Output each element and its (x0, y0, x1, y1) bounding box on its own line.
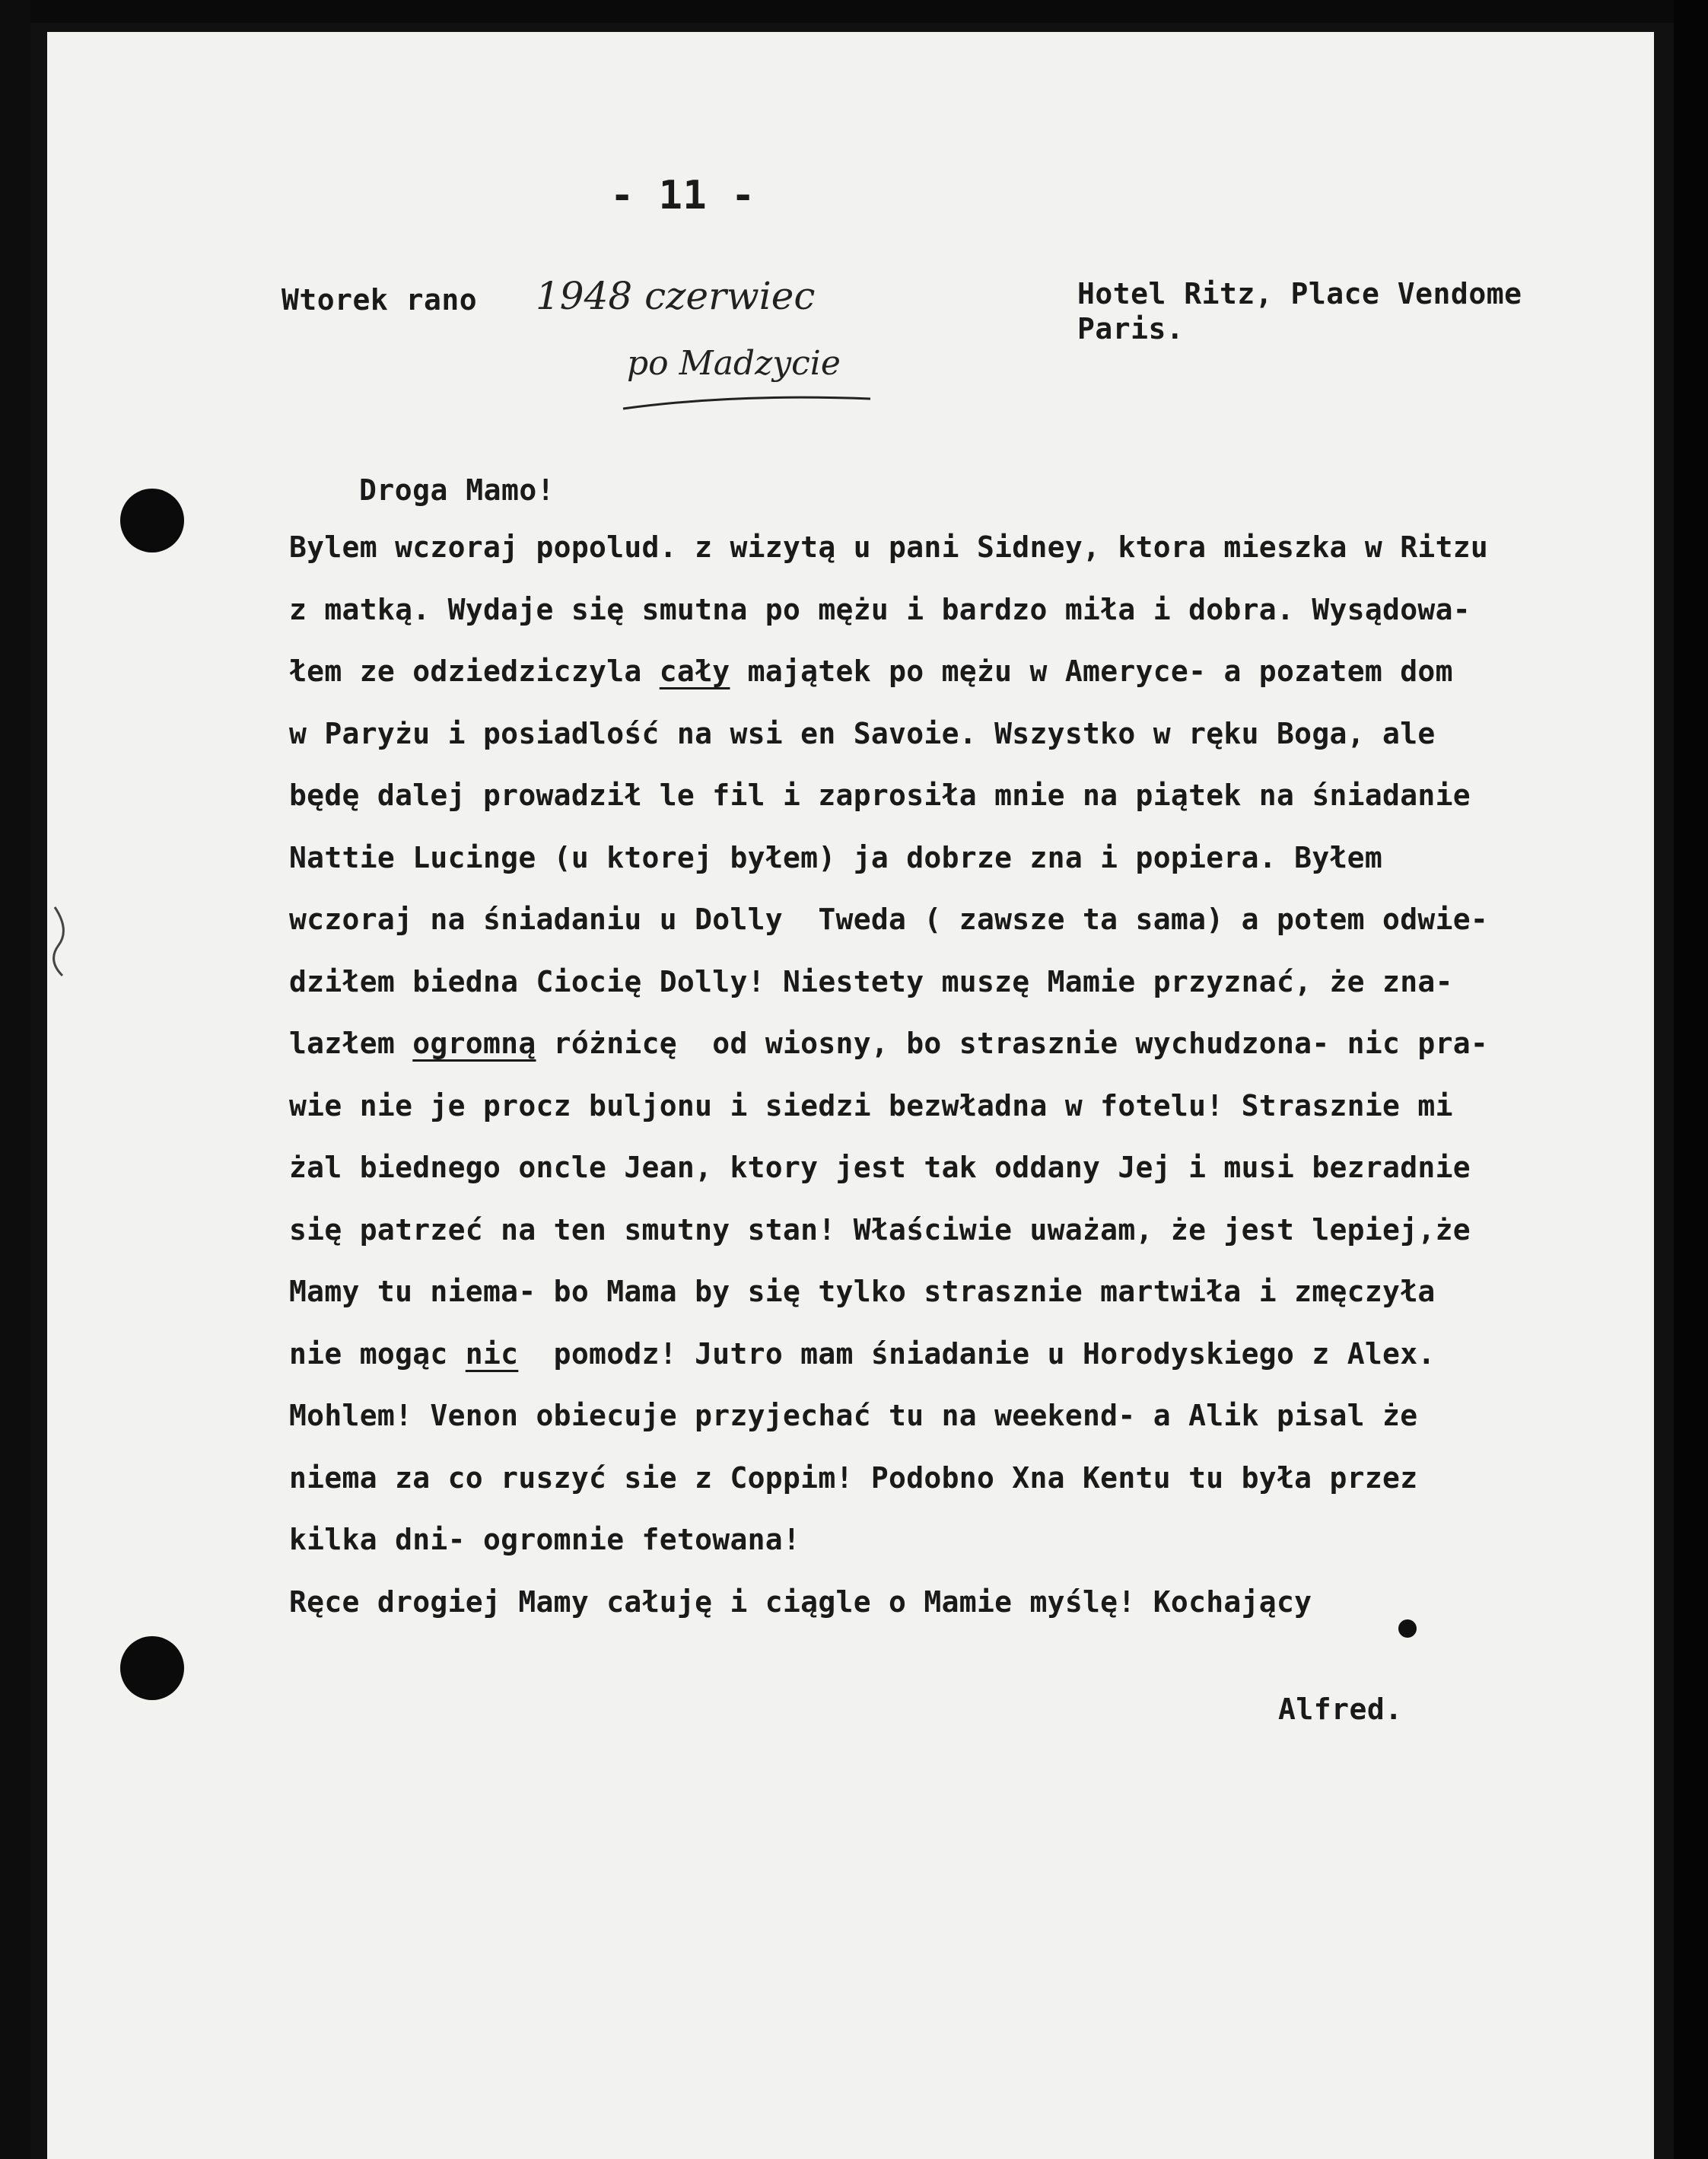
body-line (289, 1027, 1488, 1060)
body-text: łem ze odziedziczyla (289, 654, 660, 688)
body-text: majątek po mężu w Ameryce- a pozatem dom (730, 654, 1453, 688)
letter-page (47, 32, 1654, 2159)
body-line (289, 779, 1471, 812)
body-line (289, 1151, 1471, 1184)
address-line-1: Hotel Ritz, Place Vendome (1077, 277, 1522, 310)
body-line (289, 1585, 1312, 1619)
body-text: w Paryżu i posiadlość na wsi en Savoie. Wszystko w ręku Boga, ale (289, 716, 1436, 750)
scan-frame-top (0, 0, 1708, 23)
body-text: Mamy tu niema- bo Mama by się tylko strasznie martwiła i zmęczyła (289, 1275, 1436, 1308)
salutation: Droga Mamo! (359, 473, 555, 507)
address-line-2: Paris. (1077, 312, 1185, 346)
body-line (289, 1275, 1436, 1308)
body-line (289, 965, 1453, 998)
body-text: dziłem biedna Ciocię Dolly! Niestety muszę Mamie przyznać, że zna- (289, 964, 1453, 998)
page-number: - 11 - (610, 173, 755, 218)
body-line (289, 1213, 1471, 1247)
body-text: pomodz! Jutro mam śniadanie u Horodyskiego z Alex. (518, 1336, 1436, 1371)
body-line (289, 717, 1436, 750)
body-text: nie mogąc (289, 1336, 466, 1371)
body-line (289, 593, 1471, 626)
scan-frame-left (0, 0, 30, 2159)
body-text: kilka dni- ogromnie fetowana! (289, 1523, 801, 1556)
body-text: się patrzeć na ten smutny stan! Właściwie uważam, że jest lepiej,że (289, 1212, 1471, 1247)
body-text: wczoraj na śniadaniu u Dolly Tweda ( zawsze ta sama) a potem odwie- (289, 903, 1489, 936)
body-text: niema za co ruszyć sie z Coppim! Podobno Xna Kentu tu była przez (289, 1460, 1418, 1495)
body-line (289, 903, 1488, 936)
body-line (289, 530, 1488, 564)
body-text: będę dalej prowadził le fil i zaprosiła mnie na piątek na śniadanie (289, 779, 1471, 812)
punch-hole-bottom (120, 1636, 184, 1700)
handwritten-underline (619, 390, 878, 420)
body-text: żal biednego oncle Jean, ktory jest tak oddany Jej i musi bezradnie (289, 1151, 1471, 1184)
handwritten-date-note: 1948 czerwiec (536, 274, 816, 318)
ink-spot (1398, 1619, 1417, 1638)
body-line (289, 1337, 1436, 1371)
body-text: wie nie je procz buljonu i siedzi bezwładna w fotelu! Strasznie mi (289, 1088, 1453, 1122)
punch-hole-top (120, 489, 184, 552)
body-text: Bylem wczoraj popolud. z wizytą u pani Sidney, ktora mieszka w Ritzu (289, 530, 1489, 564)
body-text: Nattie Lucinge (u ktorej byłem) ja dobrze zna i popiera. Byłem (289, 840, 1383, 874)
body-text: różnicę od wiosny, bo strasznie wychudzona- nic pra- (536, 1027, 1489, 1060)
signature: Alfred. (1278, 1692, 1403, 1726)
body-line (289, 1523, 800, 1556)
underlined-word: nic (465, 1336, 519, 1371)
body-line (289, 1089, 1453, 1122)
body-text: Ręce drogiej Mamy całuję i ciągle o Mamie myślę! Kochający (289, 1584, 1312, 1619)
body-text: z matką. Wydaje się smutna po mężu i bardzo miła i dobra. Wysądowa- (289, 592, 1471, 626)
body-line (289, 841, 1382, 874)
body-line (289, 654, 1453, 688)
scan-frame-right (1674, 0, 1708, 2159)
underlined-word: ogromną (412, 1027, 536, 1060)
day-heading: Wtorek rano (281, 283, 478, 317)
body-text: lazłem (289, 1027, 413, 1060)
body-line (289, 1399, 1417, 1432)
underlined-word: cały (659, 654, 730, 688)
body-line (289, 1461, 1417, 1495)
margin-mark (47, 900, 78, 983)
handwritten-note-line2: po Madzycie (627, 344, 841, 383)
body-text: Mohlem! Venon obiecuje przyjechać tu na weekend- a Alik pisal że (289, 1399, 1418, 1432)
